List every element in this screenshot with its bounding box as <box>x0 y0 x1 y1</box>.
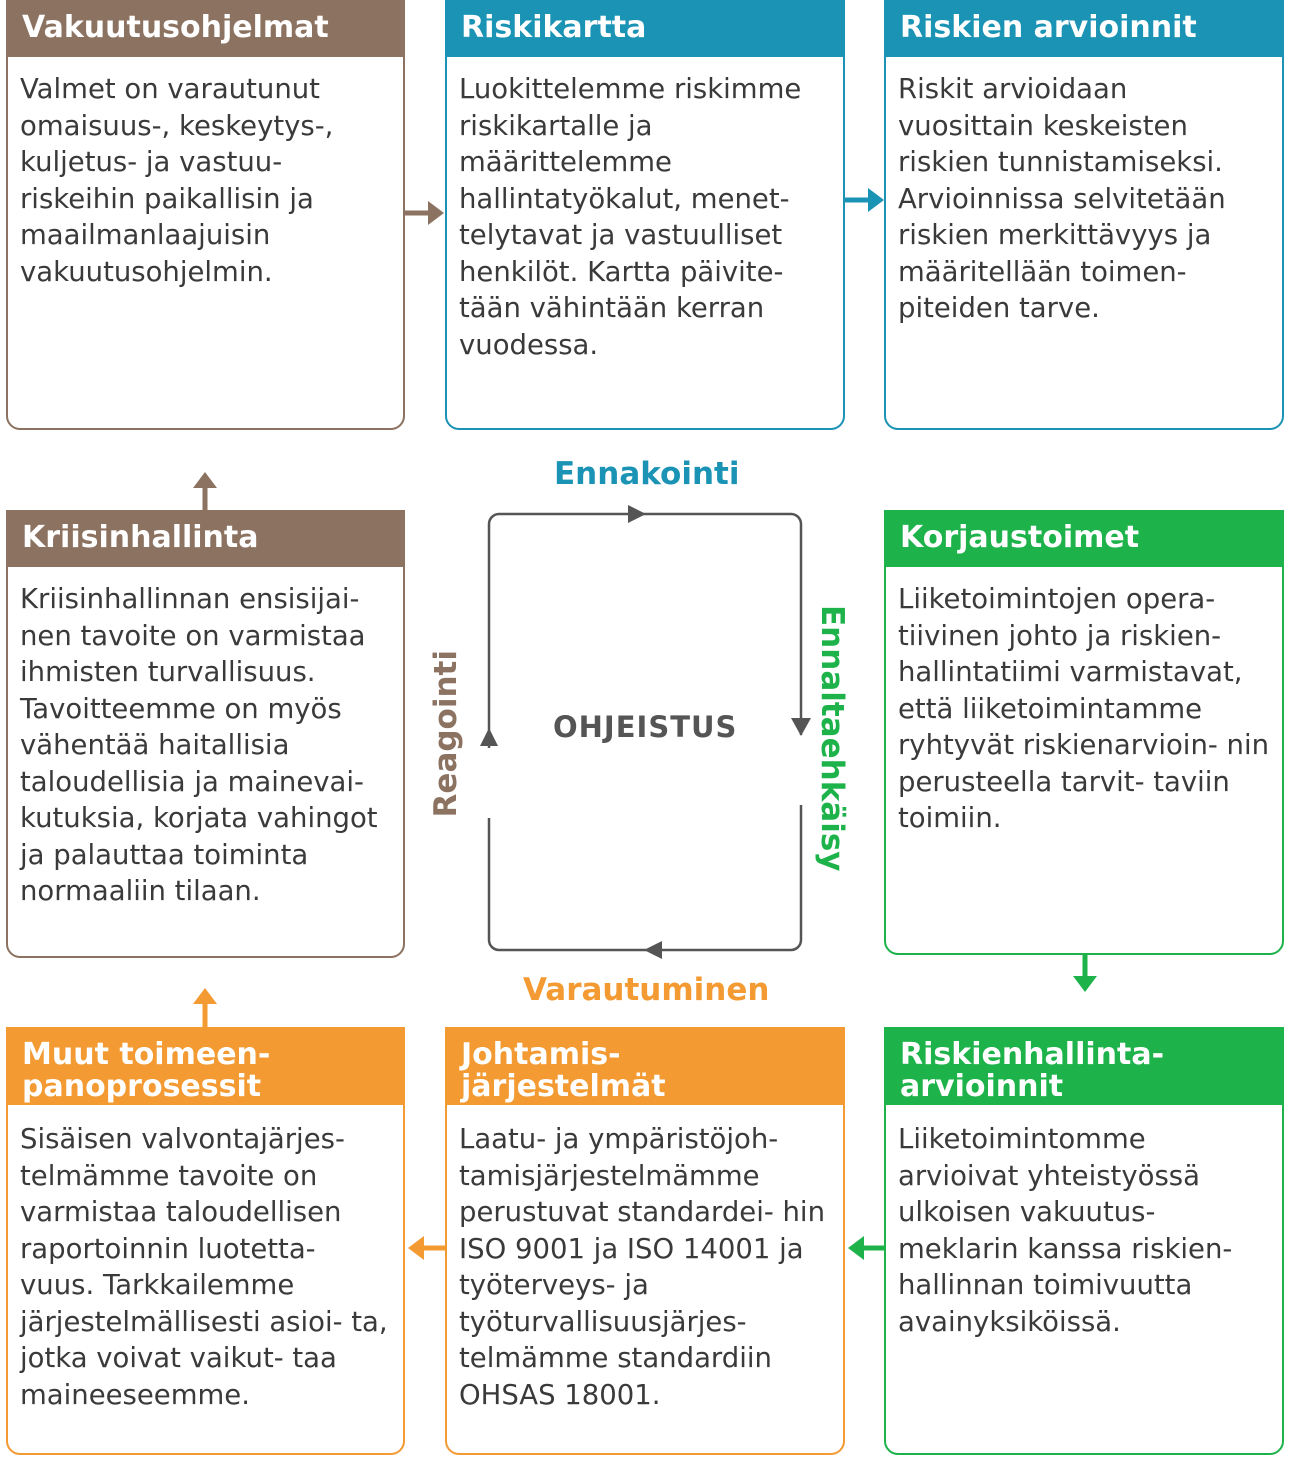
arrow-kriisi-to-vakuutus <box>193 472 217 510</box>
box-title: Kriisinhallinta <box>8 512 403 567</box>
box-riskikartta <box>445 0 845 430</box>
arrow-vakuutus-to-riskikartta <box>405 201 444 225</box>
box-text: Riskit arvioidaan vuosittain keskeisten riskien tunnistamiseksi. Arvioinnissa selvitetään riskien merkittävyys ja määritellään toimen- piteiden tarve. <box>898 73 1226 324</box>
box-text: Sisäisen valvontajärjes- telmämme tavoite on varmistaa taloudellisen raportoinnin luotetta- vuus. Tarkkailemme järjestelmällisesti asioi- ta, jotka voivat vaikut- taa maineeseemme. <box>20 1123 388 1411</box>
arrow-johtamis-to-muut <box>408 1236 445 1260</box>
arrow-riskikartta-to-arvioinnit <box>845 188 884 212</box>
cycle-arrowhead-left <box>480 728 498 746</box>
cycle-label-varautuminen: Varautuminen <box>523 972 770 1008</box>
box-title: Riskienhallinta- arvioinnit <box>886 1029 1282 1105</box>
arrow-rharv-to-johtamis <box>848 1236 885 1260</box>
box-title: Riskikartta <box>447 2 843 57</box>
box-kriisinhallinta <box>6 510 405 958</box>
box-riskien-arvioinnit <box>884 0 1284 430</box>
box-vakuutusohjelmat <box>6 0 405 430</box>
cycle-label-ennakointi: Ennakointi <box>554 456 740 492</box>
cycle-label-ennaltaehkaisy: Ennaltaehkäisy <box>814 605 850 872</box>
arrow-muut-to-kriisi <box>193 988 217 1027</box>
box-title: Korjaustoimet <box>886 512 1282 567</box>
cycle-center-ohjeistus: OHJEISTUS <box>553 710 738 744</box>
box-korjaustoimet <box>884 510 1284 955</box>
cycle-arrowhead-right <box>791 718 811 736</box>
cycle-label-reagointi: Reagointi <box>428 650 464 818</box>
box-title: Johtamis- järjestelmät <box>447 1029 843 1105</box>
box-text: Luokittelemme riskimme riskikartalle ja määrittelemme hallintatyökalut, menet- telytavat ja vastuulliset henkilöt. Kartta päivite- tään vähintään kerran vuodessa. <box>459 73 802 361</box>
box-text: Kriisinhallinnan ensisijai- nen tavoite on varmistaa ihmisten turvallisuus. Tavoitteemme on myös vähentää haitallisia taloudellisia ja mainevai- kutuksia, korjata vahingot ja palauttaa toiminta normaaliin tilaan. <box>20 583 378 907</box>
box-text: Liiketoimintomme arvioivat yhteistyössä ulkoisen vakuutus- meklarin kanssa riskien- hallinnan toimivuutta avainyksiköissä. <box>898 1123 1233 1338</box>
box-johtamisjarjestelmat <box>445 1027 845 1455</box>
box-riskienhallinta-arvioinnit <box>884 1027 1284 1455</box>
box-title: Muut toimeen- panoprosessit <box>8 1029 403 1105</box>
arrow-korjaus-to-rharv <box>1073 955 1097 992</box>
box-muut-toimeenpanoprosessit <box>6 1027 405 1455</box>
box-text: Liiketoimintojen opera- tiivinen johto ja riskien- hallintatiimi varmistavat, että liiketoimintamme ryhtyvät riskienarvioin- nin perusteella tarvit- taviin toimiin. <box>898 583 1270 834</box>
box-text: Laatu- ja ympäristöjoh- tamisjärjestelmämme perustuvat standardei- hin ISO 9001 ja ISO 14001 ja työterveys- ja työturvallisuusjärjes- telmämme standardiin OHSAS 18001. <box>459 1123 825 1411</box>
box-title: Vakuutusohjelmat <box>8 2 403 57</box>
cycle-arrowhead-bottom <box>644 941 662 959</box>
box-title: Riskien arvioinnit <box>886 2 1282 57</box>
cycle-arrowhead-top <box>628 505 646 523</box>
box-text: Valmet on varautunut omaisuus-, keskeytys-, kuljetus- ja vastuu- riskeihin paikallisin ja maailmanlaajuisin vakuutusohjelmin. <box>20 73 334 288</box>
